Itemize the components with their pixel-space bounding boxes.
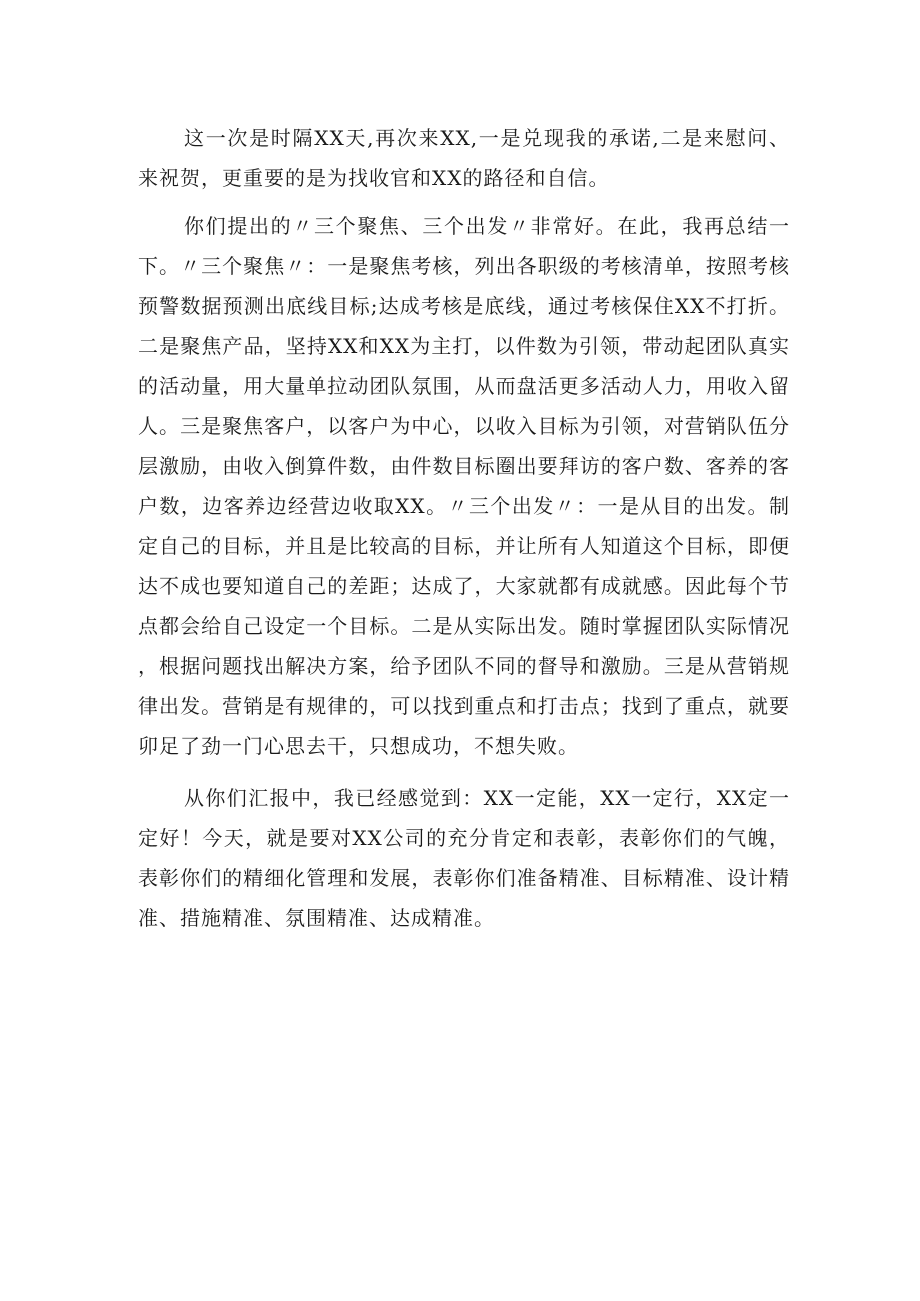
paragraph-2: 你们提出的〃三个聚焦、三个出发〃非常好。在此，我再总结一下。〃三个聚焦〃：一是聚焦考核，列出各职级的考核清单，按照考核预警数据预测出底线目标;达成考核是底线，通过考核保住XX不打折。二是聚焦产品，坚持XX和XX为主打，以件数为引领，带动起团队真实的活动量，用大量单拉动团队氛围，从而盘活更多活动人力，用收入留人。三是聚焦客户，以客户为中心，以收入目标为引领，对营销队伍分层激励，由收入倒算件数，由件数目标圈出要拜访的客户数、客养的客户数，边客养边经营边收取XX。〃三个出发〃：一是从目的出发。制定自己的目标，并且是比较高的目标，并让所有人知道这个目标，即便达不成也要知道自己的差距；达成了，大家就都有成就感。因此每个节点都会给自己设定一个目标。二是从实际出发。随时掌握团队实际情况，根据问题找出解决方案，给予团队不同的督导和激励。三是从营销规律出发。营销是有规律的，可以找到重点和打击点；找到了重点，就要卯足了劲一门心思去干，只想成功，不想失败。: [138, 214, 790, 758]
document-body: [138, 118, 790, 938]
paragraph-3: 从你们汇报中，我已经感觉到：XX一定能，XX一定行，XX定一定好！今天，就是要对XX公司的充分肯定和表彰，表彰你们的气魄，表彰你们的精细化管理和发展，表彰你们准备精准、目标精准、设计精准、措施精准、氛围精准、达成精准。: [138, 786, 790, 930]
paragraph-1: 这一次是时隔XX天,再次来XX,一是兑现我的承诺,二是来慰问、来祝贺，更重要的是为找收官和XX的路径和自信。: [138, 126, 790, 190]
